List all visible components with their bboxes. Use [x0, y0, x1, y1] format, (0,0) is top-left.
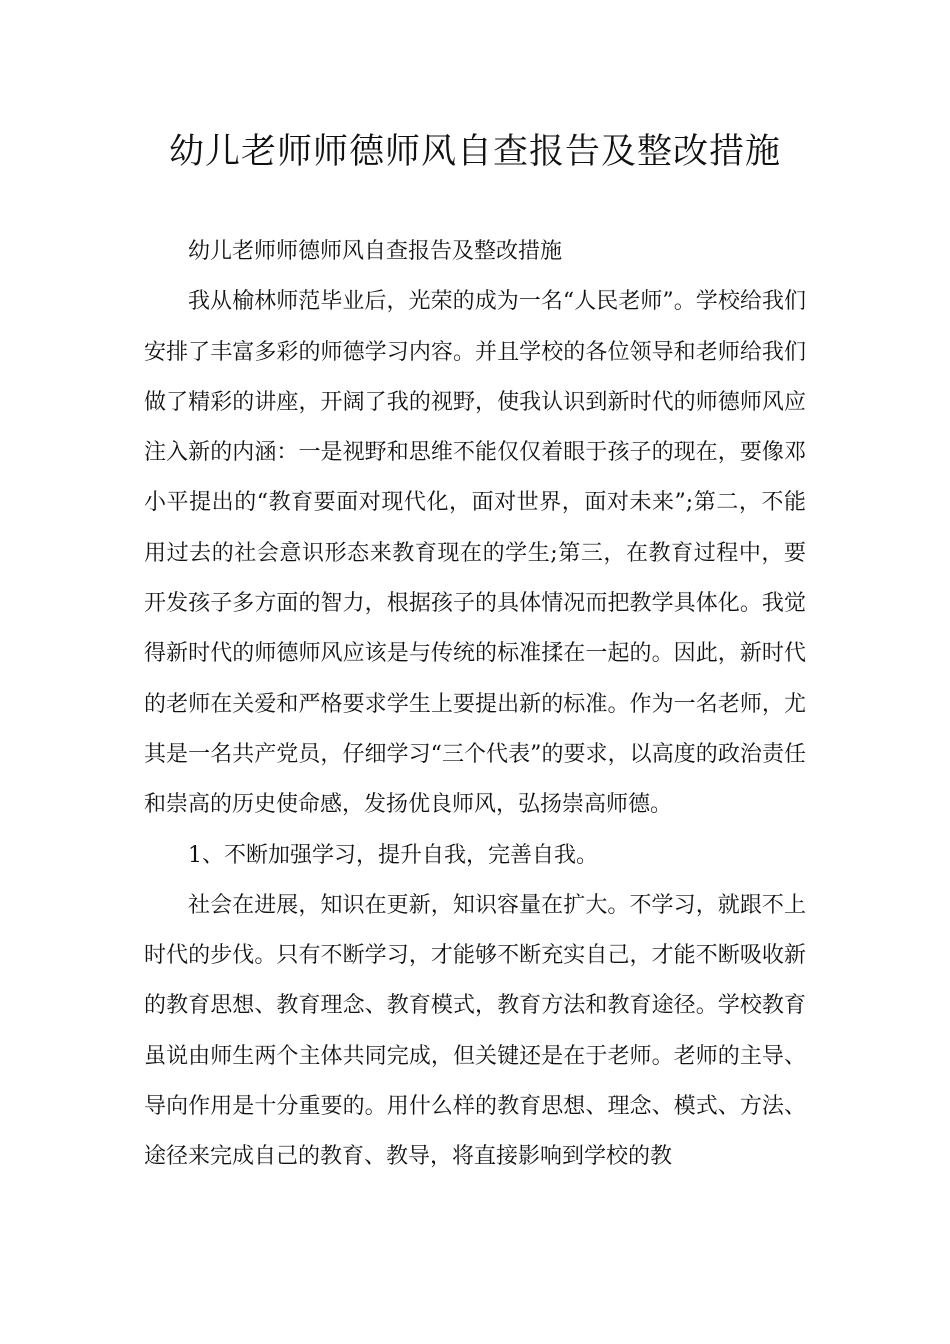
- paragraph-subtitle: 幼儿老师师德师风自查报告及整改措施: [188, 239, 563, 264]
- document-body: [144, 227, 806, 1183]
- paragraph-intro: 我从榆林师范毕业后，光荣的成为一名“人民老师”。学校给我们安排了丰富多彩的师德学习内容。并且学校的各位领导和老师给我们做了精彩的讲座，开阔了我的视野，使我认识到新时代的师德师风应注入新的内涵：一是视野和思维不能仅仅着眼于孩子的现在，要像邓小平提出的“教育要面对现代化，面对世界，面对未来”;第二，不能用过去的社会意识形态来教育现在的学生;第三，在教育过程中，要开发孩子多方面的智力，根据孩子的具体情况而把教学具体化。我觉得新时代的师德师风应该是与传统的标准揉在一起的。因此，新时代的老师在关爱和严格要求学生上要提出新的标准。作为一名老师，尤其是一名共产党员，仔细学习“三个代表”的要求，以高度的政治责任和崇高的历史使命感，发扬优良师风，弘扬崇高师德。: [144, 289, 806, 818]
- paragraph-heading-1: 1、不断加强学习，提升自我，完善自我。: [188, 842, 598, 868]
- paragraph-study: 社会在进展，知识在更新，知识容量在扩大。不学习，就跟不上时代的步伐。只有不断学习，才能够不断充实自己，才能不断吸收新的教育思想、教育理念、教育模式，教育方法和教育途径。学校教育虽说由师生两个主体共同完成，但关键还是在于老师。老师的主导、导向作用是十分重要的。用什么样的教育思想、理念、模式、方法、途径来完成自己的教育、教导，将直接影响到学校的教: [144, 892, 806, 1170]
- document-title: 幼儿老师师德师风自查报告及整改措施: [168, 132, 781, 172]
